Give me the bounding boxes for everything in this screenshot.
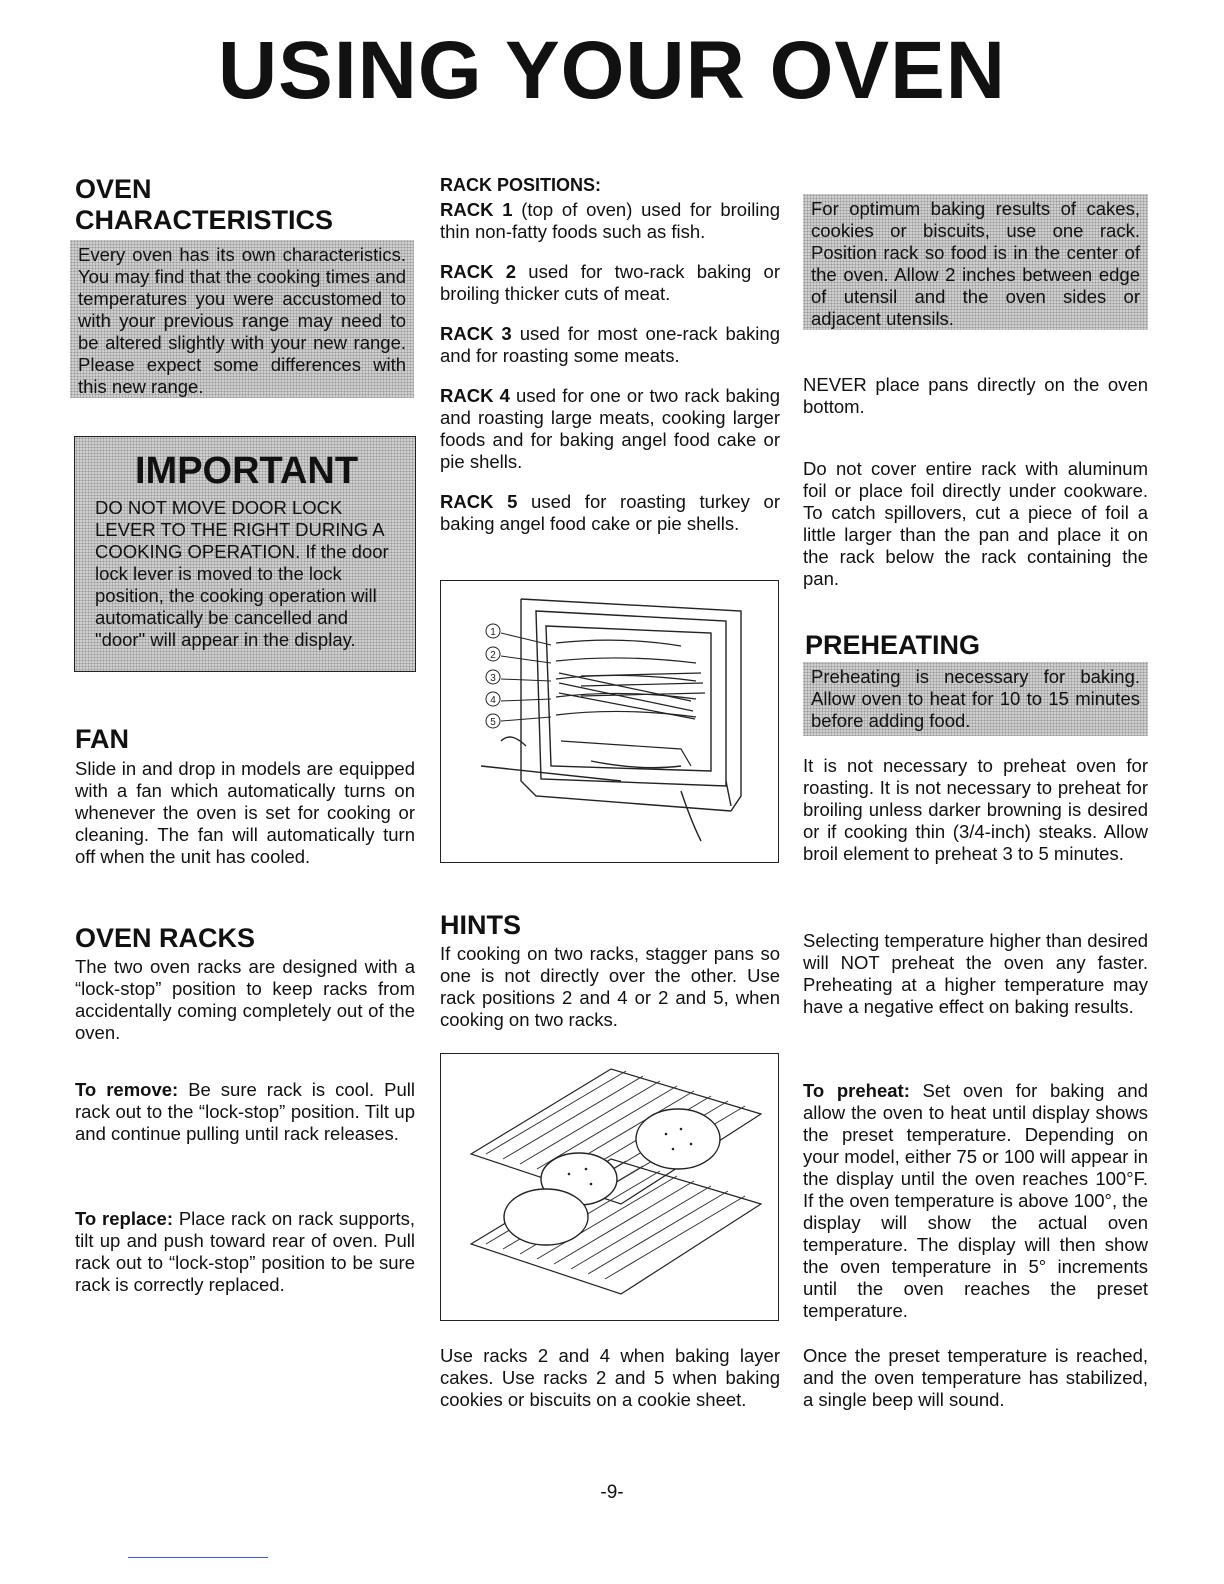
never-text: NEVER place pans directly on the oven bottom. (803, 374, 1148, 417)
rack-1-label: RACK 1 (440, 199, 513, 220)
rack-3-text: used for most one-rack baking and for roasting some meats. (440, 323, 780, 366)
to-replace-text: Place rack on rack supports, tilt up and push toward rear of oven. Pull rack out to “lock-stop” position to be sure rack is correctly replaced. (75, 1208, 415, 1295)
rack-positions-heading: RACK POSITIONS: (440, 175, 602, 195)
preheating-p1-text: It is not necessary to preheat oven for roasting. It is not necessary to preheat for broiling unless darker browning is desired or if cooking thin (3/4-inch) steaks. Allow broil element to preheat 3 to 5 minutes. (803, 755, 1148, 864)
rack-3-label: RACK 3 (440, 323, 512, 344)
preheating-section (805, 630, 1150, 661)
preheating-p2-text: Selecting temperature higher than desired will NOT preheat the oven any faster. Preheating at a higher temperature may have a negative effect on baking results. (803, 930, 1148, 1017)
two-rack-baking-figure (440, 1053, 779, 1321)
oven-characteristics-shaded-box (70, 240, 414, 398)
rack-figure-number-4: 4 (490, 695, 496, 706)
rack-figure-number-1: 1 (490, 627, 496, 638)
to-replace-label: To replace: (75, 1208, 174, 1229)
rack-positions-section (440, 174, 780, 535)
racks-usage-text: Use racks 2 and 4 when baking layer cakes. Use racks 2 and 5 when baking cookies or biscuits on a cookie sheet. (440, 1345, 780, 1410)
hints-text: If cooking on two racks, stagger pans so one is not directly over the other. Use rack positions 2 and 4 or 2 and 5, when cooking on two racks. (440, 943, 780, 1030)
rack-5-text: used for roasting turkey or baking angel food cake or pie shells. (440, 491, 780, 534)
page-title: USING YOUR OVEN (217, 25, 1007, 116)
foil-text: Do not cover entire rack with aluminum foil or place foil directly under cookware. To catch spillovers, cut a piece of foil a little larger than the pan and place it on the rack below the rack containing the pan. (803, 458, 1148, 589)
racks-with-cakes-illustration (441, 1054, 778, 1320)
oven-racks-section (75, 923, 415, 1044)
optimum-baking-text: For optimum baking results of cakes, cookies or biscuits, use one rack. Position rack so food is in the center of the oven. Allow 2 inches between edge of utensil and the oven sides or adjacent utensils. (811, 198, 1140, 329)
to-preheat-paragraph (803, 1080, 1148, 1322)
oven-characteristics-section (75, 174, 415, 236)
hints-after-figure (440, 1345, 780, 1411)
preheating-p2 (803, 930, 1148, 1018)
fan-heading: FAN (75, 724, 129, 754)
oven-rack-illustration (441, 581, 778, 862)
oven-racks-heading: OVEN RACKS (75, 923, 256, 953)
important-text: DO NOT MOVE DOOR LOCK LEVER TO THE RIGHT DURING A COOKING OPERATION. If the door lock lever is moved to the lock position, the cooking operation will automatically be cancelled and "door" will appear in the display. (95, 497, 389, 650)
rack-5-label: RACK 5 (440, 491, 518, 512)
to-replace-paragraph (75, 1208, 415, 1296)
preheating-last (803, 1345, 1148, 1411)
bottom-rule (128, 1557, 268, 1558)
rack-figure-number-2: 2 (490, 650, 496, 661)
rack-figure-number-3: 3 (490, 673, 496, 684)
to-remove-label: To remove: (75, 1079, 179, 1100)
rack-4-label: RACK 4 (440, 385, 510, 406)
rack-figure-number-5: 5 (490, 717, 496, 728)
oven-characteristics-text: Every oven has its own characteristics. You may find that the cooking times and temperatures you were accustomed to with your previous range may need to be altered slightly with your new range. Please expect some differences with this new range. (78, 244, 406, 397)
page-number: -9- (600, 1482, 624, 1503)
to-preheat-label: To preheat: (803, 1080, 910, 1101)
optimum-baking-shaded-box (803, 194, 1148, 330)
preheating-last-text: Once the preset temperature is reached, and the oven temperature has stabilized, a single beep will sound. (803, 1345, 1148, 1410)
preheating-p1 (803, 755, 1148, 865)
to-preheat-text: Set oven for baking and allow the oven to heat until display shows the preset temperature. Depending on your model, either 75 or 100 will appear in the display until the oven reaches 100°F. If the oven temperature is above 100°, the display will show the actual oven temperature. The display will then show the oven temperature in 5° increments until the oven reaches the preset temperature. (803, 1080, 1148, 1321)
never-paragraph (803, 374, 1148, 418)
foil-paragraph (803, 458, 1148, 590)
fan-text: Slide in and drop in models are equipped with a fan which automatically turns on whenever the oven is set for cooking or cleaning. The fan will automatically turn off when the unit has cooled. (75, 758, 415, 867)
oven-racks-text: The two oven racks are designed with a “lock-stop” position to keep racks from accidentally coming completely out of the oven. (75, 956, 415, 1043)
hints-heading: HINTS (440, 910, 521, 940)
hints-section (440, 910, 780, 1031)
rack-2-text: used for two-rack baking or broiling thicker cuts of meat. (440, 261, 780, 304)
to-remove-paragraph (75, 1079, 415, 1145)
important-box (74, 436, 416, 672)
preheating-heading: PREHEATING (805, 630, 981, 660)
oven-characteristics-heading-line2: CHARACTERISTICS (75, 205, 334, 235)
rack-2-label: RACK 2 (440, 261, 517, 282)
oven-characteristics-heading-line1: OVEN (75, 174, 152, 204)
oven-rack-figure (440, 580, 779, 863)
fan-section (75, 724, 415, 868)
to-remove-text: Be sure rack is cool. Pull rack out to the “lock-stop” position. Tilt up and continue pulling until rack releases. (75, 1079, 415, 1144)
rack-4-text: used for one or two rack baking and roasting large meats, cooking larger foods and for baking angel food cake or pie shells. (440, 385, 780, 472)
important-heading: IMPORTANT (135, 450, 359, 492)
preheating-shaded-text: Preheating is necessary for baking. Allow oven to heat for 10 to 15 minutes before adding food. (811, 666, 1140, 731)
rack-1-text: (top of oven) used for broiling thin non-fatty foods such as fish. (440, 199, 780, 242)
preheating-shaded-box (803, 662, 1148, 736)
